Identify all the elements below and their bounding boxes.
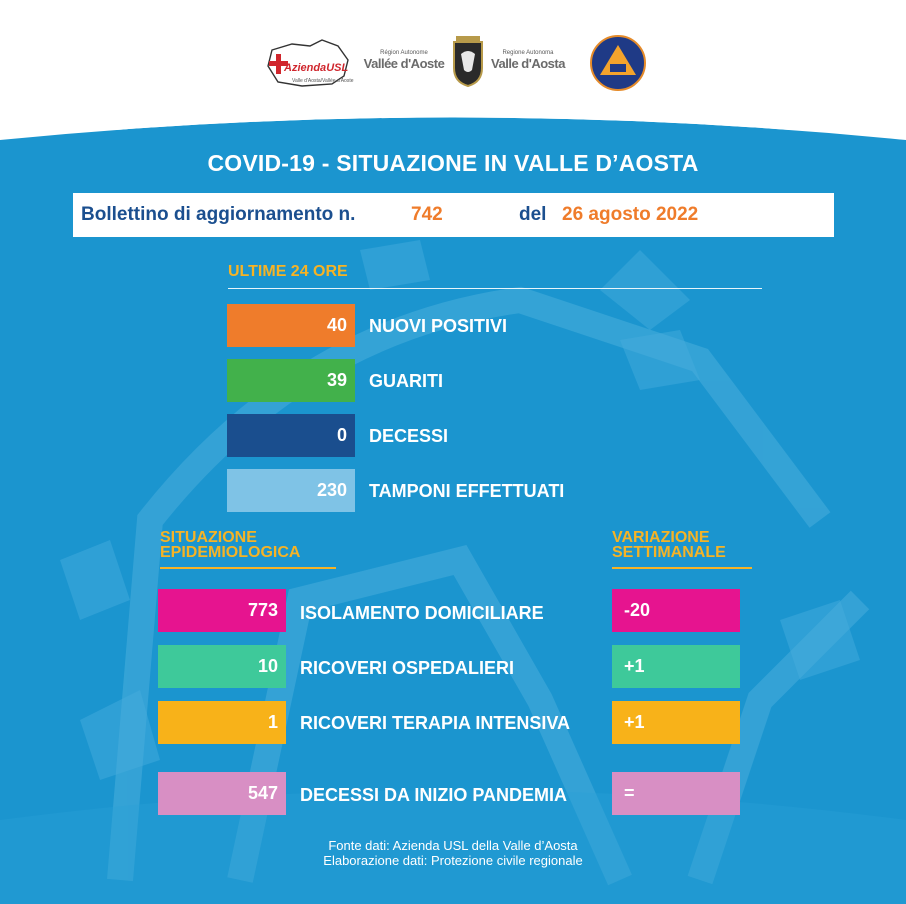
azienda-usl-logo: AziendaUSL Valle d'Aosta/Vallée d'Aoste (262, 36, 354, 92)
recovered-label: GUARITI (369, 371, 443, 391)
coat-of-arms-icon (450, 36, 486, 88)
bulletin-date: 26 agosto 2022 (562, 204, 699, 225)
hospitalized-variation: +1 (612, 645, 740, 688)
tests-label: TAMPONI EFFETTUATI (369, 481, 565, 501)
home-isolation-value: 773 (158, 589, 286, 632)
bulletin-bar (73, 193, 834, 237)
home-isolation-variation: -20 (612, 589, 740, 632)
source-line1: Fonte dati: Azienda USL della Valle d’Aosta (328, 838, 578, 853)
tests-value: 230 (227, 469, 355, 512)
total-deaths-value: 547 (158, 772, 286, 815)
hospitalized-label: RICOVERI OSPEDALIERI (300, 658, 515, 678)
civil-protection-icon (589, 34, 647, 92)
situation-heading: SITUAZIONE EPIDEMIOLOGICA (160, 529, 301, 561)
bulletin-number: 742 (411, 204, 443, 225)
logos-bar (0, 0, 906, 118)
variation-underline (612, 567, 752, 569)
region-it-logo: Regione Autonoma Valle d'Aosta (491, 50, 565, 71)
new-positives-label: NUOVI POSITIVI (369, 316, 508, 336)
last24-heading: ULTIME 24 ORE (228, 263, 348, 280)
last24-divider (228, 288, 762, 289)
home-isolation-label: ISOLAMENTO DOMICILIARE (300, 603, 544, 623)
intensive-care-label: RICOVERI TERAPIA INTENSIVA (300, 713, 571, 733)
bulletin-del-label: del (519, 204, 547, 225)
variation-heading: VARIAZIONE SETTIMANALE (612, 529, 726, 561)
situation-underline (160, 567, 336, 569)
source-line2: Elaborazione dati: Protezione civile regionale (323, 853, 583, 868)
bulletin-label: Bollettino di aggiornamento n. (81, 204, 356, 225)
intensive-care-variation: +1 (612, 701, 740, 744)
intensive-care-value: 1 (158, 701, 286, 744)
deaths-label: DECESSI (369, 426, 449, 446)
page-title: COVID-19 - SITUAZIONE IN VALLE D’AOSTA (207, 150, 699, 176)
region-fr-logo: Région Autonome Vallée d'Aoste (363, 50, 445, 71)
total-deaths-label: DECESSI DA INIZIO PANDEMIA (300, 785, 568, 805)
deaths-value: 0 (227, 414, 355, 457)
hospitalized-value: 10 (158, 645, 286, 688)
new-positives-value: 40 (227, 304, 355, 347)
recovered-value: 39 (227, 359, 355, 402)
total-deaths-variation: = (612, 772, 740, 815)
